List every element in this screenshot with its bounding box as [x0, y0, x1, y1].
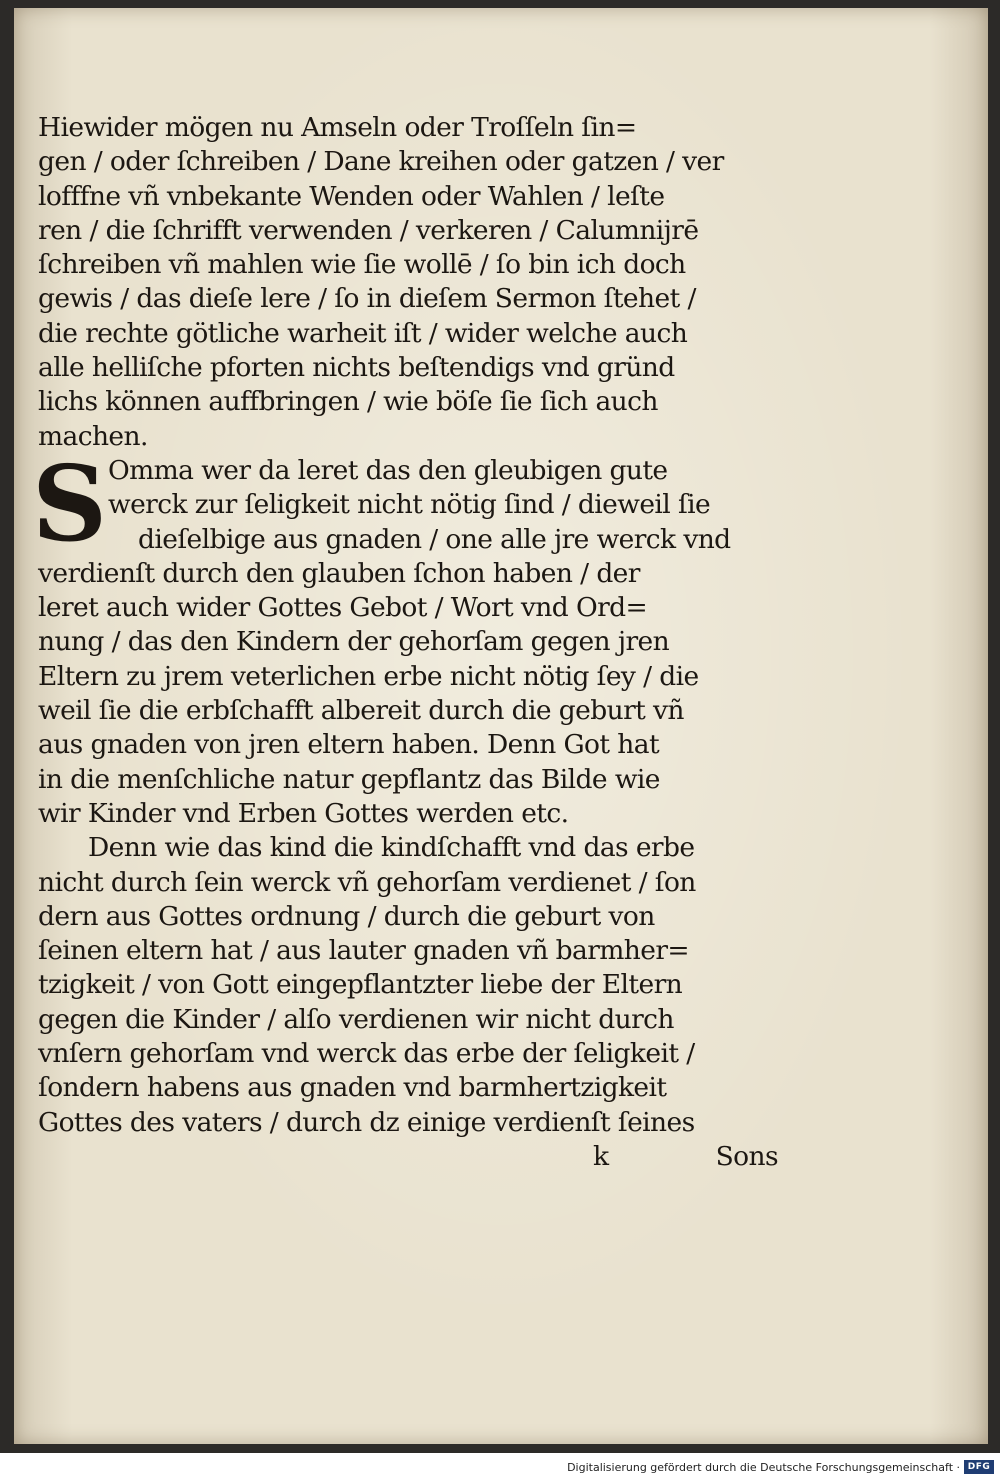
- page-foot-line: [38, 1140, 778, 1174]
- text-line: gegen die Kinder / alſo verdienen wir nicht durch: [38, 1003, 674, 1035]
- signature-mark: k: [593, 1140, 609, 1172]
- text-line: ſeinen eltern hat / aus lauter gnaden vñ barmher=: [38, 935, 690, 967]
- paragraph-2: [32, 441, 778, 831]
- text-line: tzigkeit / von Gott eingepflantzter liebe der Eltern: [38, 969, 683, 1001]
- text-line: verdienſt durch den glauben ſchon haben / der: [38, 557, 640, 589]
- text-line: die rechte götliche warheit iſt / wider welche auch: [38, 317, 688, 349]
- text-line: lichs können auffbringen / wie böſe ſie ſich auch: [38, 386, 658, 418]
- text-line: ſchreiben vñ mahlen wie ſie wollē / ſo bin ich doch: [38, 249, 686, 281]
- text-line: Eltern zu jrem veterlichen erbe nicht nötig ſey / die: [38, 660, 699, 692]
- text-line: vnſern gehorſam vnd werck das erbe der ſeligkeit /: [38, 1038, 695, 1070]
- dfg-logo: DFG: [964, 1460, 994, 1474]
- book-page: [14, 8, 988, 1444]
- text-line: dern aus Gottes ordnung / durch die geburt von: [38, 900, 655, 932]
- text-line: gen / oder ſchreiben / Dane kreihen oder gatzen / ver: [38, 146, 724, 178]
- text-line: Hiewider mögen nu Amseln oder Troſſeln ſin=: [38, 112, 637, 143]
- text-line: Gottes des vaters / durch dz einige verdienſt ſeines: [38, 1106, 695, 1138]
- page-text: [32, 111, 778, 1174]
- text-line: Omma wer da leret das den gleubigen gute: [108, 454, 668, 486]
- drop-cap-initial: S: [32, 441, 107, 565]
- text-line: alle helliſche pforten nichts beſtendigs vnd gründ: [38, 352, 675, 384]
- text-line: nung / das den Kindern der gehorſam gegen jren: [38, 626, 670, 658]
- text-line: aus gnaden von jren eltern haben. Denn Got hat: [38, 729, 660, 761]
- paragraph-1: [38, 111, 778, 454]
- funding-credit: Digitalisierung gefördert durch die Deutsche Forschungsgemeinschaft ·: [567, 1461, 960, 1474]
- text-line: Denn wie das kind die kindſchafft vnd das erbe: [88, 832, 695, 864]
- text-line: wir Kinder vnd Erben Gottes werden etc.: [38, 797, 569, 829]
- catchword: Sons: [715, 1140, 778, 1172]
- text-line: nicht durch ſein werck vñ gehorſam verdienet / ſon: [38, 866, 696, 898]
- text-line: weil ſie die erbſchafft albereit durch die geburt vñ: [38, 695, 684, 727]
- text-line: ren / die ſchrifft verwenden / verkeren / Calumnijrē: [38, 214, 699, 246]
- text-line: dieſelbige aus gnaden / one alle jre werck vnd: [138, 523, 731, 555]
- paragraph-3: [38, 831, 778, 1140]
- text-line: ſondern habens aus gnaden vnd barmhertzigkeit: [38, 1072, 667, 1104]
- text-line: lofffne vñ vnbekante Wenden oder Wahlen / leſte: [38, 180, 665, 212]
- footer-bar: [0, 1453, 1000, 1483]
- text-line: werck zur ſeligkeit nicht nötig ſind / dieweil ſie: [108, 489, 711, 521]
- text-line: leret auch wider Gottes Gebot / Wort vnd Ord=: [38, 592, 648, 624]
- text-line: machen.: [38, 420, 148, 452]
- text-line: gewis / das dieſe lere / ſo in dieſem Sermon ſtehet /: [38, 283, 696, 315]
- text-line: in die menſchliche natur gepflantz das Bilde wie: [38, 763, 660, 795]
